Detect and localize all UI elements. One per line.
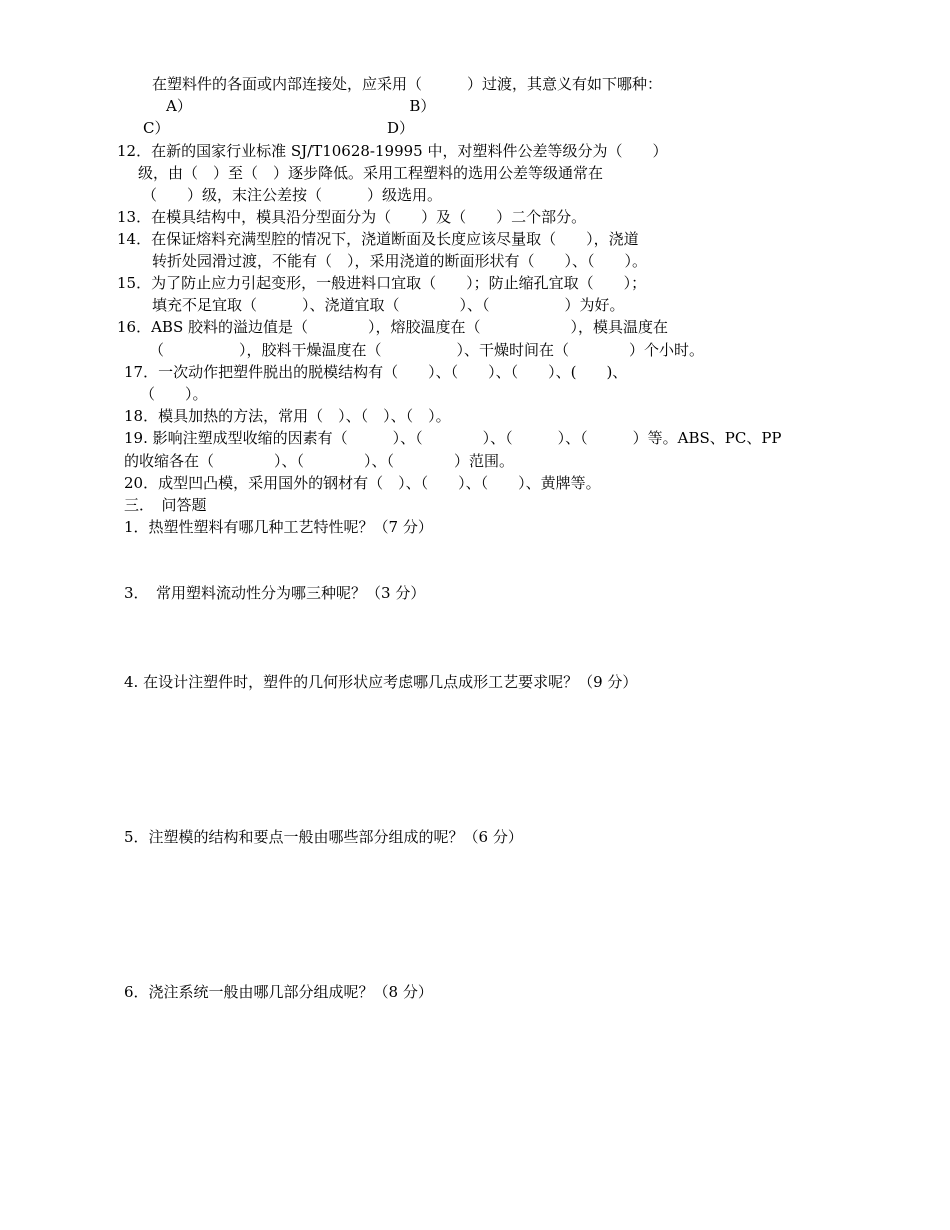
question-13: 13．在模具结构中，模具沿分型面分为（ ）及（ ）二个部分。: [117, 208, 587, 226]
question-17: 17．一次动作把塑件脱出的脱模结构有（ ）、（ ）、（ ）、( )、: [124, 363, 628, 381]
question-15-line-2: 填充不足宜取（ ）、浇道宜取（ ）、（ ）为好。: [152, 296, 625, 314]
question-20: 20．成型凹凸模，采用国外的钢材有（ ）、（ ）、（ ）、黄牌等。: [124, 474, 601, 492]
option-c-d: C） D）: [143, 119, 415, 137]
question-18: 18．模具加热的方法，常用（ ）、（ ）、（ ）。: [124, 407, 451, 425]
option-a-b: A） B）: [166, 97, 436, 115]
qa-question-5: 5．注塑模的结构和要点一般由哪些部分组成的呢？（6 分）: [124, 828, 523, 846]
question-14: 14．在保证熔料充满型腔的情况下，浇道断面及长度应该尽量取（ ），浇道: [117, 230, 639, 248]
qa-question-3: 3． 常用塑料流动性分为哪三种呢？（3 分）: [124, 584, 426, 602]
question-12-line-3: （ ）级，末注公差按（ ）级选用。: [142, 186, 443, 204]
question-19-line-2: 的收缩各在（ ）、（ ）、（ ）范围。: [124, 452, 515, 470]
question-12-line-2: 级，由（ ）至（ ）逐步降低。采用工程塑料的选用公差等级通常在: [138, 164, 604, 182]
question-16-line-2: （ ），胶料干燥温度在（ ）、干燥时间在（ ）个小时。: [149, 341, 705, 359]
question-12: 12．在新的国家行业标准 SJ/T10628-19995 中，对塑料件公差等级分为（ ）: [117, 142, 668, 160]
question-14-line-2: 转折处园滑过渡，不能有（ ），采用浇道的断面形状有（ ）、（ ）。: [152, 252, 648, 270]
section-heading-qa: 三． 问答题: [124, 496, 207, 514]
question-15: 15．为了防止应力引起变形，一般进料口宜取（ ）；防止缩孔宜取（ ）；: [117, 274, 647, 292]
question-11-continuation: 在塑料件的各面或内部连接处，应采用（ ）过渡，其意义有如下哪种：: [152, 75, 663, 93]
qa-question-6: 6．浇注系统一般由哪几部分组成呢？（8 分）: [124, 983, 433, 1001]
qa-question-4: 4. 在设计注塑件时，塑件的几何形状应考虑哪几点成形工艺要求呢？（9 分）: [124, 673, 638, 691]
question-17-line-2: （ ）。: [140, 385, 208, 403]
qa-question-1: 1．热塑性塑料有哪几种工艺特性呢？（7 分）: [124, 518, 433, 536]
question-19: 19. 影响注塑成型收缩的因素有（ ）、（ ）、（ ）、（ ）等。ABS、PC、PP: [124, 429, 782, 447]
question-16: 16．ABS 胶料的溢边值是（ ），熔胶温度在（ ），模具温度在: [117, 318, 668, 336]
